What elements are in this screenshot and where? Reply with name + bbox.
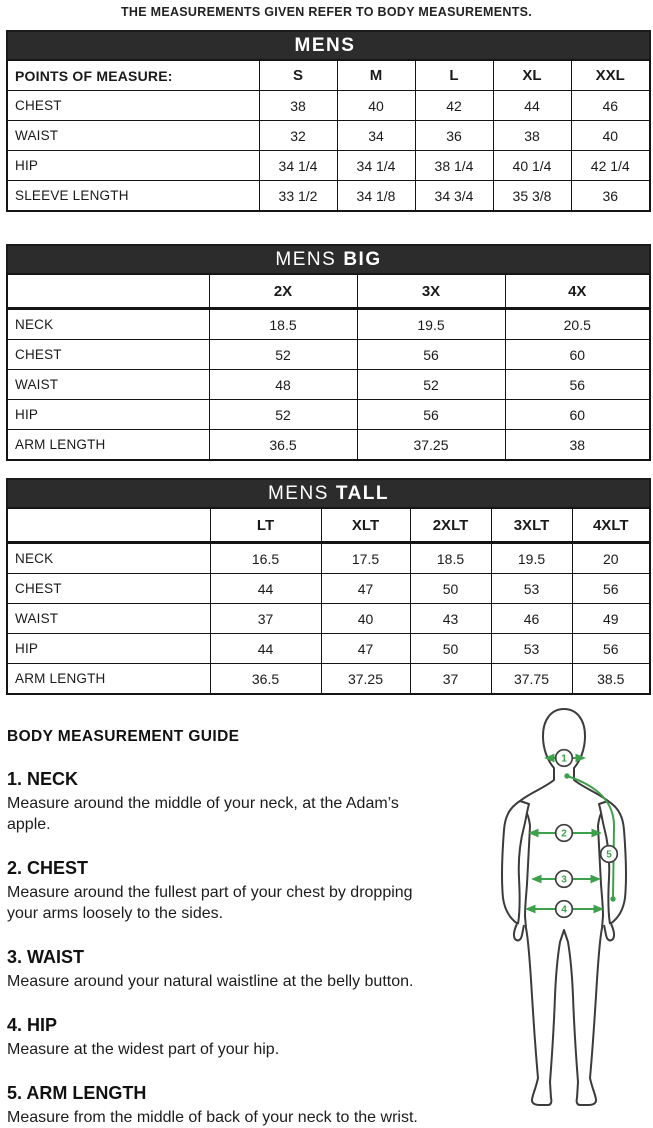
row-label: CHEST xyxy=(7,340,209,370)
value-cell: 49 xyxy=(572,604,650,634)
guide-item-text: Measure around the middle of your neck, at the Adam’s apple. xyxy=(7,795,399,833)
value-cell: 16.5 xyxy=(210,543,321,574)
value-cell: 44 xyxy=(493,91,571,121)
row-label: HIP xyxy=(7,634,210,664)
guide-item-text: Measure from the middle of back of your neck to the wrist. xyxy=(7,1109,418,1126)
left-hand xyxy=(514,924,524,940)
value-cell: 36.5 xyxy=(209,430,357,461)
value-cell: 19.5 xyxy=(491,543,572,574)
measurements-note: THE MEASUREMENTS GIVEN REFER TO BODY MEASUREMENTS. xyxy=(120,5,533,19)
svg-text:2: 2 xyxy=(561,828,567,840)
chest-badge xyxy=(556,825,573,842)
arm-curve-start-dot xyxy=(564,773,569,778)
row-label: NECK xyxy=(7,309,209,340)
value-cell: 38 xyxy=(259,91,337,121)
guide-item-heading: 5. ARM LENGTH xyxy=(7,1083,147,1103)
measurement-row xyxy=(7,91,650,121)
arm-curve-end-dot xyxy=(610,896,615,901)
value-cell: 46 xyxy=(571,91,650,121)
value-cell: 42 1/4 xyxy=(571,151,650,181)
points-of-measure-header: POINTS OF MEASURE: xyxy=(7,60,259,91)
value-cell: 37 xyxy=(210,604,321,634)
body-measurement-guide xyxy=(7,728,653,1128)
row-label: ARM LENGTH xyxy=(7,664,210,695)
size-column-header: XL xyxy=(493,60,571,91)
row-label: HIP xyxy=(7,400,209,430)
measurement-row xyxy=(7,181,650,212)
value-cell: 56 xyxy=(357,340,505,370)
measurement-row xyxy=(7,604,650,634)
measurement-row xyxy=(7,543,650,574)
value-cell: 53 xyxy=(491,574,572,604)
measurement-row xyxy=(7,309,650,340)
mens-big-table-title-band xyxy=(6,244,651,273)
size-column-header: 4X xyxy=(505,274,650,309)
value-cell: 38 xyxy=(505,430,650,461)
mens-big-size-table xyxy=(6,273,651,461)
value-cell: 33 1/2 xyxy=(259,181,337,212)
guide-item-heading: 3. WAIST xyxy=(7,947,85,967)
guide-item-text: Measure around the fullest part of your chest by dropping your arms loosely to the sides. xyxy=(7,884,413,922)
size-column-header: 3X xyxy=(357,274,505,309)
measurement-row xyxy=(7,151,650,181)
mens-tall-size-table xyxy=(6,507,651,695)
value-cell: 34 1/4 xyxy=(337,151,415,181)
row-label: WAIST xyxy=(7,370,209,400)
body-figure xyxy=(490,706,652,1110)
measurement-row xyxy=(7,121,650,151)
value-cell: 38 1/4 xyxy=(415,151,493,181)
value-cell: 38 xyxy=(493,121,571,151)
value-cell: 37.25 xyxy=(357,430,505,461)
value-cell: 36 xyxy=(415,121,493,151)
size-column-header: LT xyxy=(210,508,321,543)
size-column-header: XLT xyxy=(321,508,410,543)
value-cell: 37.75 xyxy=(491,664,572,695)
row-label: HIP xyxy=(7,151,259,181)
table-title: MENS xyxy=(275,248,337,270)
value-cell: 56 xyxy=(357,400,505,430)
value-cell: 18.5 xyxy=(209,309,357,340)
value-cell: 52 xyxy=(209,340,357,370)
value-cell: 34 1/4 xyxy=(259,151,337,181)
points-of-measure-header xyxy=(7,274,209,309)
table-title: MENS xyxy=(294,34,356,56)
measurement-row xyxy=(7,574,650,604)
size-column-header: 2X xyxy=(209,274,357,309)
size-column-header: M xyxy=(337,60,415,91)
body-figure-illustration xyxy=(490,706,652,1110)
value-cell: 40 1/4 xyxy=(493,151,571,181)
size-column-header: L xyxy=(415,60,493,91)
mens-size-table xyxy=(6,59,651,212)
guide-item-arm-length xyxy=(7,1083,443,1128)
guide-item-heading: 4. HIP xyxy=(7,1015,58,1035)
value-cell: 47 xyxy=(321,634,410,664)
value-cell: 32 xyxy=(259,121,337,151)
guide-item-hip xyxy=(7,1015,443,1060)
guide-item-waist xyxy=(7,947,443,992)
size-header-row xyxy=(7,508,650,543)
table-title-bold: BIG xyxy=(343,248,382,270)
value-cell: 42 xyxy=(415,91,493,121)
right-hand xyxy=(604,924,614,940)
measurement-row xyxy=(7,634,650,664)
guide-item-heading: 1. NECK xyxy=(7,769,79,789)
arm-length-badge xyxy=(601,846,618,863)
size-header-row xyxy=(7,60,650,91)
value-cell: 36.5 xyxy=(210,664,321,695)
table-title: MENS xyxy=(267,482,329,504)
value-cell: 40 xyxy=(571,121,650,151)
row-label: CHEST xyxy=(7,574,210,604)
value-cell: 17.5 xyxy=(321,543,410,574)
value-cell: 20 xyxy=(572,543,650,574)
size-column-header: 4XLT xyxy=(572,508,650,543)
value-cell: 46 xyxy=(491,604,572,634)
value-cell: 37.25 xyxy=(321,664,410,695)
row-label: SLEEVE LENGTH xyxy=(7,181,259,212)
value-cell: 52 xyxy=(209,400,357,430)
guide-title: BODY MEASUREMENT GUIDE xyxy=(7,728,240,745)
size-column-header: XXL xyxy=(571,60,650,91)
guide-item-heading: 2. CHEST xyxy=(7,858,89,878)
value-cell: 60 xyxy=(505,400,650,430)
value-cell: 40 xyxy=(321,604,410,634)
svg-text:3: 3 xyxy=(561,874,567,886)
size-column-header: S xyxy=(259,60,337,91)
value-cell: 56 xyxy=(505,370,650,400)
hip-badge xyxy=(556,901,573,918)
mens-big-size-table-section xyxy=(6,244,651,461)
svg-text:4: 4 xyxy=(561,904,567,916)
mens-table-title-band xyxy=(6,30,651,59)
guide-item-text: Measure at the widest part of your hip. xyxy=(7,1041,280,1058)
row-label: WAIST xyxy=(7,604,210,634)
svg-text:1: 1 xyxy=(561,753,567,765)
measurement-row xyxy=(7,400,650,430)
value-cell: 56 xyxy=(572,574,650,604)
value-cell: 50 xyxy=(410,634,491,664)
value-cell: 34 3/4 xyxy=(415,181,493,212)
value-cell: 37 xyxy=(410,664,491,695)
guide-item-neck xyxy=(7,769,443,835)
value-cell: 38.5 xyxy=(572,664,650,695)
value-cell: 20.5 xyxy=(505,309,650,340)
measurement-row xyxy=(7,430,650,461)
value-cell: 47 xyxy=(321,574,410,604)
neck-badge xyxy=(556,750,573,767)
value-cell: 56 xyxy=(572,634,650,664)
value-cell: 44 xyxy=(210,574,321,604)
mens-tall-table-title-band xyxy=(6,478,651,507)
value-cell: 52 xyxy=(357,370,505,400)
waist-badge xyxy=(556,871,573,888)
value-cell: 34 1/8 xyxy=(337,181,415,212)
value-cell: 53 xyxy=(491,634,572,664)
value-cell: 48 xyxy=(209,370,357,400)
value-cell: 35 3/8 xyxy=(493,181,571,212)
measurement-row xyxy=(7,370,650,400)
value-cell: 44 xyxy=(210,634,321,664)
value-cell: 19.5 xyxy=(357,309,505,340)
guide-item-chest xyxy=(7,858,443,924)
row-label: NECK xyxy=(7,543,210,574)
svg-text:5: 5 xyxy=(606,849,612,861)
row-label: ARM LENGTH xyxy=(7,430,209,461)
size-column-header: 3XLT xyxy=(491,508,572,543)
value-cell: 60 xyxy=(505,340,650,370)
row-label: WAIST xyxy=(7,121,259,151)
measurement-row xyxy=(7,664,650,695)
value-cell: 18.5 xyxy=(410,543,491,574)
row-label: CHEST xyxy=(7,91,259,121)
size-header-row xyxy=(7,274,650,309)
points-of-measure-header xyxy=(7,508,210,543)
value-cell: 43 xyxy=(410,604,491,634)
value-cell: 50 xyxy=(410,574,491,604)
mens-size-table-section xyxy=(6,30,651,212)
measurement-row xyxy=(7,340,650,370)
value-cell: 36 xyxy=(571,181,650,212)
value-cell: 40 xyxy=(337,91,415,121)
mens-tall-size-table-section xyxy=(6,478,651,695)
guide-item-text: Measure around your natural waistline at the belly button. xyxy=(7,973,414,990)
size-column-header: 2XLT xyxy=(410,508,491,543)
table-title-bold: TALL xyxy=(335,482,390,504)
value-cell: 34 xyxy=(337,121,415,151)
